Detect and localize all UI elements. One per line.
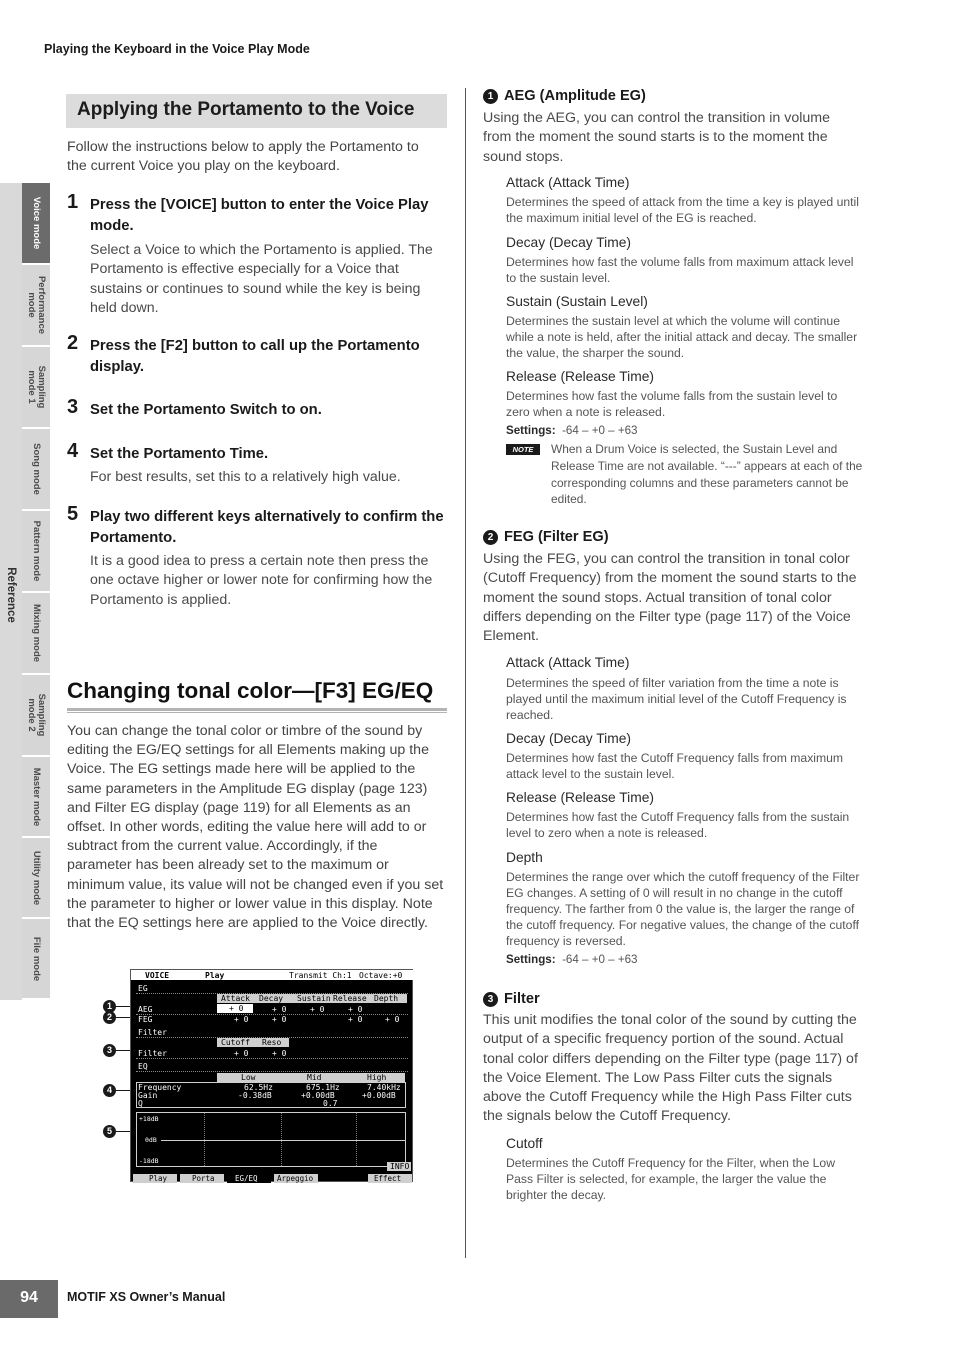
feg-heading: 2 FEG (Filter EG) xyxy=(483,528,609,546)
param-name: Attack (Attack Time) xyxy=(506,655,630,670)
lcd-value: + 0 xyxy=(272,1005,287,1014)
lcd-mode: VOICE xyxy=(145,971,170,980)
lcd-header xyxy=(131,970,414,980)
lcd-col: Mid xyxy=(307,1073,322,1082)
lcd-value: 62.5Hz xyxy=(244,1083,273,1092)
callout-2: 2 xyxy=(103,1011,116,1024)
lcd-eg-header-row xyxy=(217,994,407,1003)
param-desc: Determines how fast the volume falls from maximum attack level to the sustain level. xyxy=(506,255,854,285)
lcd-value: + 0 xyxy=(385,1015,400,1024)
param-desc: Determines the Cutoff Frequency for the Filter, when the Low Pass Filter is selected, for example, the larger the value the brighter the decay. xyxy=(506,1156,836,1202)
lcd-feg-label: FEG xyxy=(138,1015,153,1024)
lcd-graph-label: 0dB xyxy=(145,1136,157,1144)
lcd-graph-label: -18dB xyxy=(139,1157,159,1165)
page-number: 94 xyxy=(20,1289,38,1306)
param-desc: Determines how fast the volume falls from the sustain level to zero when a note is released. xyxy=(506,389,838,419)
lcd-aeg-label: AEG xyxy=(138,1005,153,1014)
lcd-eq-row-label: Gain xyxy=(138,1091,158,1100)
lcd-eg-label: EG xyxy=(138,984,148,993)
step-number: 2 xyxy=(67,332,79,354)
number-badge: 3 xyxy=(483,992,498,1007)
param-name: Depth xyxy=(506,850,543,865)
lcd-col: Low xyxy=(241,1073,256,1082)
column-divider xyxy=(465,88,466,1258)
step-number: 1 xyxy=(67,191,79,213)
aeg-heading: 1 AEG (Amplitude EG) xyxy=(483,87,646,105)
running-head: Playing the Keyboard in the Voice Play Mode xyxy=(44,42,310,56)
aeg-body: Using the AEG, you can control the transition in volume from the moment the sound starts is to the moment the sound stops. xyxy=(483,110,830,165)
tab-master-mode[interactable]: Master mode xyxy=(22,757,50,838)
lcd-value: + 0 xyxy=(272,1049,287,1058)
lcd-tab-play[interactable]: Play xyxy=(133,1174,177,1183)
tab-pattern-mode[interactable]: Pattern mode xyxy=(22,511,50,593)
lcd-col: Reso xyxy=(262,1038,282,1047)
step-heading: Press the [F2] button to call up the Portamento display. xyxy=(90,338,420,375)
lcd-value: 0.7 xyxy=(323,1099,338,1108)
lcd-screenshot xyxy=(130,969,413,1182)
lcd-value: + 0 xyxy=(234,1015,249,1024)
lcd-eq-header-row xyxy=(217,1073,405,1082)
lcd-col: High xyxy=(367,1073,387,1082)
title-rule xyxy=(67,708,447,711)
tab-file-mode[interactable]: File mode xyxy=(22,919,50,1000)
lcd-octave: Octave:+0 xyxy=(359,971,403,980)
feg-body: Using the FEG, you can control the transition in tonal color (Cutoff Frequency) from the moment the sound starts to the moment the sound stops. Actual transition of tonal color differs depending on the Filter type (page 117) of the Voice Element. xyxy=(483,551,857,645)
lcd-info-button[interactable]: INFO xyxy=(387,1162,411,1171)
lcd-value: +0.00dB xyxy=(301,1091,335,1100)
eg-eq-title: Changing tonal color—[F3] EG/EQ xyxy=(67,678,434,703)
param-name: Decay (Decay Time) xyxy=(506,731,631,746)
lcd-col: Release xyxy=(333,994,367,1003)
aeg-note: When a Drum Voice is selected, the Sustain Level and Release Time are not available. “---” appears at each of the corresponding columns and these parameters cannot be edited. xyxy=(551,442,863,507)
lcd-graph-label: +18dB xyxy=(139,1115,159,1123)
lcd-value: +0.00dB xyxy=(362,1091,396,1100)
lcd-value: + 0 xyxy=(272,1015,287,1024)
step-heading: Set the Portamento Switch to on. xyxy=(90,402,322,418)
filter-body: This unit modifies the tonal color of the sound by cutting the output of a specific frequency portion of the sound. Actual tonal color differs depending on the Filter type (page 117) of the Voice Element. The Low Pass Filter cuts the signals above the Cutoff Frequency while the High Pass Filter cuts the signals below the Cutoff Frequency. xyxy=(483,1012,858,1125)
lcd-eq-row-label: Q xyxy=(138,1099,143,1108)
tab-performance-mode[interactable]: Performance mode xyxy=(22,265,50,347)
lcd-filter-row-label: Filter xyxy=(138,1049,167,1058)
callout-3: 3 xyxy=(103,1044,116,1057)
tab-song-mode[interactable]: Song mode xyxy=(22,429,50,511)
footer-title: MOTIF XS Owner’s Manual xyxy=(67,1290,226,1304)
param-name: Cutoff xyxy=(506,1136,543,1151)
portamento-title: Applying the Portamento to the Voice xyxy=(77,99,415,120)
lcd-col: Depth xyxy=(374,994,399,1003)
step-body: Select a Voice to which the Portamento is applied. The Portamento is effective especially for a Voice that sustains or continues to sound while the key is being held down. xyxy=(90,242,433,317)
param-name: Release (Release Time) xyxy=(506,790,654,805)
param-name: Sustain (Sustain Level) xyxy=(506,294,648,309)
lcd-value: + 0 xyxy=(348,1015,363,1024)
tab-utility-mode[interactable]: Utility mode xyxy=(22,838,50,919)
param-desc: Determines the range over which the cutoff frequency of the Filter EG changes. A setting of 0 will result in no change in the cutoff frequency. The farther from 0 the value is, the larger the range of the cutoff frequency. For negative values, the change of the cutoff frequency is reversed. xyxy=(506,870,860,948)
number-badge: 1 xyxy=(483,89,498,104)
lcd-tab-porta[interactable]: Porta xyxy=(180,1174,224,1183)
tab-sampling-mode-2[interactable]: Sampling mode 2 xyxy=(22,675,50,757)
lcd-col: Decay xyxy=(259,994,284,1003)
param-desc: Determines how fast the Cutoff Frequency falls from maximum attack level to the sustain level. xyxy=(506,751,844,781)
number-badge: 2 xyxy=(483,530,498,545)
callout-1: 1 xyxy=(103,1000,116,1013)
lcd-value: + 0 xyxy=(348,1005,363,1014)
lcd-divider xyxy=(136,1071,408,1072)
portamento-intro: Follow the instructions below to apply the Portamento to the current Voice you play on the keyboard. xyxy=(67,139,419,175)
page-number-box xyxy=(0,1280,58,1318)
param-name: Decay (Decay Time) xyxy=(506,235,631,250)
callout-5: 5 xyxy=(103,1125,116,1138)
portamento-section-header xyxy=(66,94,447,128)
step-body: It is a good idea to press a certain note then press the one octave higher or lower note for confirming how the Portamento is applied. xyxy=(90,553,433,608)
param-name: Release (Release Time) xyxy=(506,369,654,384)
callout-4: 4 xyxy=(103,1084,116,1097)
step-heading: Press the [VOICE] button to enter the Voice Play mode. xyxy=(90,197,429,234)
lcd-value: 675.1Hz xyxy=(306,1083,340,1092)
lcd-filter-label: Filter xyxy=(138,1028,167,1037)
step-body: For best results, set this to a relatively high value. xyxy=(90,469,401,485)
lcd-eq-label: EQ xyxy=(138,1062,148,1071)
lcd-sub: Play xyxy=(205,971,225,980)
step-number: 4 xyxy=(67,440,79,462)
param-desc: Determines the speed of filter variation from the time a note is played until the maximum initial level of the Cutoff Frequency is reached. xyxy=(506,676,847,722)
aeg-settings: Settings: -64 – +0 – +63 xyxy=(506,424,638,437)
lcd-transmit: Transmit Ch:1 xyxy=(289,971,352,980)
tab-sampling-mode-1[interactable]: Sampling mode 1 xyxy=(22,347,50,429)
tab-voice-mode[interactable]: Voice mode xyxy=(22,183,50,265)
param-desc: Determines the speed of attack from the time a key is played until the maximum initial level of the EG is reached. xyxy=(506,195,859,225)
lcd-tab-arpeggio[interactable]: Arpeggio xyxy=(274,1174,318,1183)
lcd-value: + 0 xyxy=(234,1049,249,1058)
lcd-value: + 0 xyxy=(310,1005,325,1014)
lcd-eq-row-label: Frequency xyxy=(138,1083,182,1092)
lcd-divider xyxy=(136,1058,408,1059)
param-desc: Determines how fast the Cutoff Frequency falls from the sustain level to zero when a note is released. xyxy=(506,810,850,840)
lcd-tab-effect[interactable]: Effect xyxy=(368,1174,412,1183)
lcd-col: Attack xyxy=(221,994,250,1003)
reference-label: Reference xyxy=(5,567,17,623)
param-desc: Determines the sustain level at which the volume will continue while a note is held, after the initial attack and decay. The smaller the value, the sharper the sound. xyxy=(506,314,858,360)
filter-heading: 3 Filter xyxy=(483,990,540,1008)
lcd-tab-eg-eq[interactable]: EG/EQ xyxy=(227,1174,271,1183)
step-heading: Set the Portamento Time. xyxy=(90,446,269,462)
lcd-value: -0.38dB xyxy=(238,1091,272,1100)
lcd-value: 7.40kHz xyxy=(367,1083,401,1092)
lcd-col: Sustain xyxy=(297,994,331,1003)
feg-settings: Settings: -64 – +0 – +63 xyxy=(506,953,638,966)
lcd-filter-header-row xyxy=(217,1038,289,1047)
eg-eq-body: You can change the tonal color or timbre of the sound by editing the EG/EQ settings for all Elements making up the Voice. The EG settings made here will be applied to the same parameters in the Amplitude EG display (page 123) and Filter EG display (page 119) for all Elements as an offset. In other words, editing the value here will add to or subtract from the current value. Accordingly, if the parameter has been already set to the maximum or minimum value, its value will not be changed even if you set the parameter to higher or lower value in this display. Note that the EQ settings here are applied to the Voice directly. xyxy=(67,723,444,932)
title-rule xyxy=(67,712,447,713)
step-number: 3 xyxy=(67,396,79,418)
tab-mixing-mode[interactable]: Mixing mode xyxy=(22,593,50,675)
lcd-graph-curve xyxy=(161,1140,405,1141)
lcd-col: Cutoff xyxy=(221,1038,250,1047)
step-number: 5 xyxy=(67,503,79,525)
note-icon: NOTE xyxy=(506,444,540,455)
param-name: Attack (Attack Time) xyxy=(506,175,630,190)
step-heading: Play two different keys alternatively to confirm the Portamento. xyxy=(90,509,444,546)
lcd-aeg-attack-cell[interactable]: + 0 xyxy=(217,1004,253,1013)
